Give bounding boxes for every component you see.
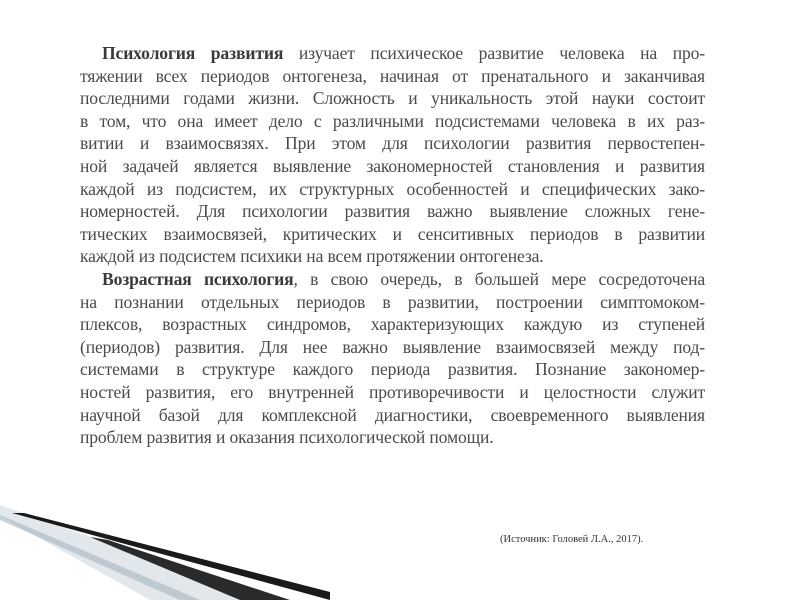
- text-line-fragment: , в свою очередь, в большей мере сосредоточена: [293, 268, 705, 289]
- text-line: ностей развития, его внутренней противоречивости и целостности служит: [80, 381, 705, 402]
- text-line: плексов, возрастных синдромов, характеризующих каждую из ступеней: [80, 314, 705, 335]
- paragraph-age-psychology: [80, 268, 705, 449]
- text-line: проблем развития и оказания психологической помощи.: [80, 427, 494, 448]
- text-line-fragment: изучает психическое развитие человека на про-: [283, 43, 705, 63]
- text-line: системами в структуре каждого периода развития. Познание закономер-: [80, 359, 705, 380]
- text-line: каждой из подсистем психики на всем протяжении онтогенеза.: [80, 246, 544, 267]
- text-line: [80, 268, 705, 291]
- swoosh-dark-band: [12, 513, 330, 600]
- text-line: последними годами жизни. Сложность и уникальность этой науки состоит: [80, 88, 705, 109]
- text-line: каждой из подсистем, их структурных особенностей и специфических зако-: [80, 178, 705, 199]
- swoosh-light-line: [0, 515, 200, 600]
- text-line: (периодов) развития. Для нее важно выявление взаимосвязей между под-: [80, 336, 705, 357]
- term-developmental-psychology: Психология развития: [102, 43, 284, 63]
- text-line: тических взаимосвязей, критических и сенситивных периодов в развитии: [80, 223, 705, 244]
- term-age-psychology: Возрастная психология: [102, 268, 294, 289]
- text-line: [80, 42, 705, 65]
- text-line: номерностей. Для психологии развития важно выявление сложных гене-: [80, 201, 705, 222]
- text-line: на познании отдельных периодов в развитии, построении симптомоком-: [80, 291, 705, 312]
- paragraph-developmental-psychology: [80, 42, 705, 268]
- text-line: в том, что она имеет дело с различными подсистемами человека в их раз-: [80, 110, 705, 131]
- text-line: научной базой для комплексной диагностики, своевременного выявления: [80, 404, 705, 425]
- source-citation: (Источник: Головей Л.А., 2017).: [500, 534, 644, 545]
- swoosh-light-band: [0, 505, 270, 600]
- text-line: ной задачей является выявление закономерностей становления и развития: [80, 155, 705, 176]
- text-line: витии и взаимосвязях. При этом для психологии развития первостепен-: [80, 133, 705, 154]
- swoosh-dark-tail: [90, 537, 290, 600]
- text-line: тяжении всех периодов онтогенеза, начиная от пренатального и заканчивая: [80, 65, 705, 86]
- body-text: [80, 42, 705, 449]
